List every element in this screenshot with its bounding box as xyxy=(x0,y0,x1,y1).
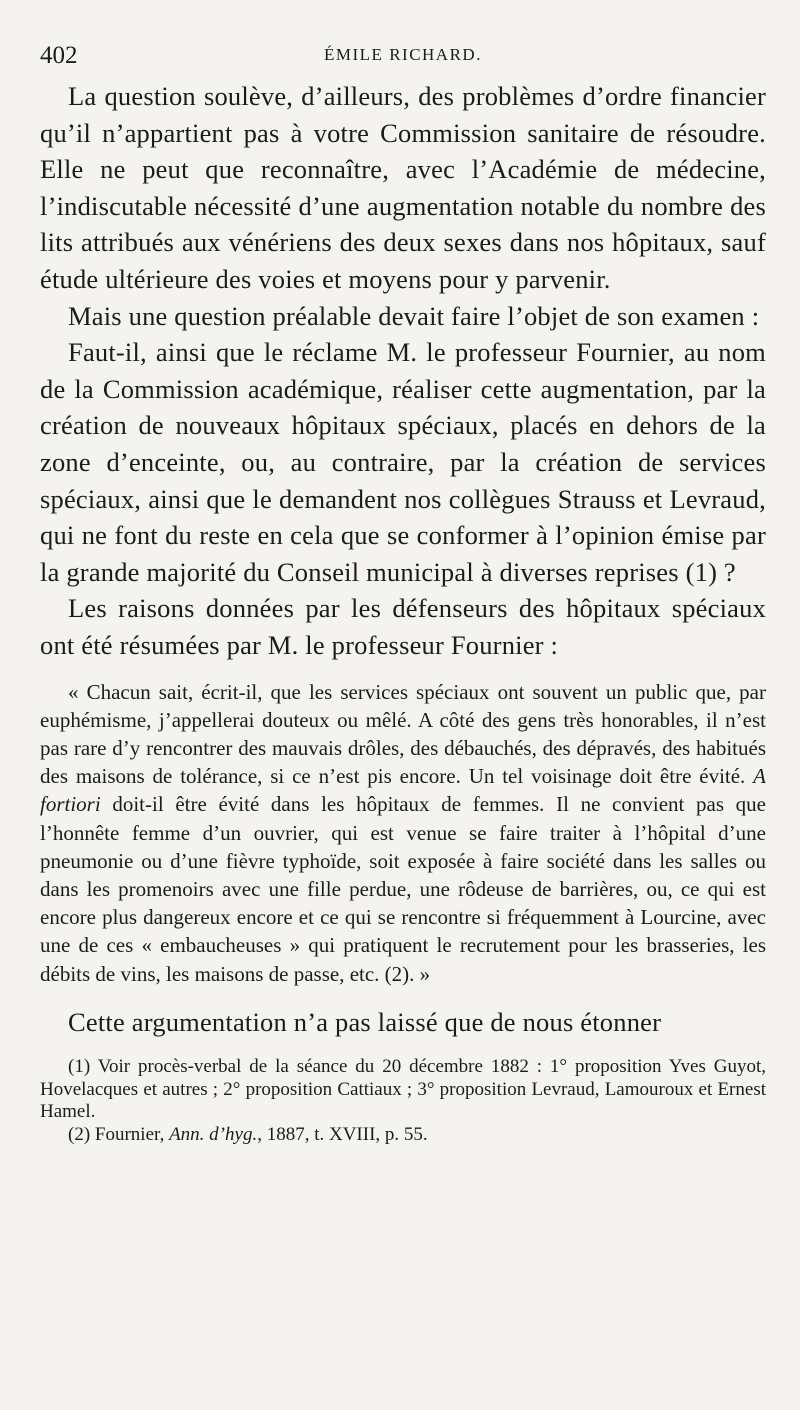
footnote-2-journal: Ann. d’hyg. xyxy=(169,1123,258,1145)
footnote-1: (1) Voir procès-verbal de la séance du 20 décembre 1882 : 1° proposition Yves Guyot, Hovelacques et autres ; 2° proposition Cattiaux ; 3° proposition Levraud, Lamouroux et Ernest Hamel. xyxy=(40,1056,766,1123)
body-text xyxy=(40,78,766,664)
quote-text-part-1: « Chacun sait, écrit-il, que les services spéciaux ont souvent un public que, par euphémisme, j’appellerai douteux ou mêlé. A côté des gens très honorables, il n’est pas rare d’y rencontrer des mauvais drôles, des débauchés, des dépravés, des habitués des maisons de tolérance, si ce n’est pis encore. Un tel voisinage doit être évité. xyxy=(40,679,766,789)
running-head xyxy=(40,38,766,78)
paragraph-1: La question soulève, d’ailleurs, des problèmes d’ordre financier qu’il n’appartient pas à votre Commission sanitaire de résoudre. Elle ne peut que reconnaître, avec l’Académie de médecine, l’indiscutable nécessité d’une augmentation notable du nombre des lits attribués aux vénériens des deux sexes dans nos hôpitaux, sauf étude ultérieure des voies et moyens pour y parvenir. xyxy=(40,81,766,294)
paragraph-5: Cette argumentation n’a pas laissé que de nous étonner xyxy=(68,1006,662,1037)
running-title: ÉMILE RICHARD. xyxy=(324,45,482,64)
quote-text-part-2: doit-il être évité dans les hôpitaux de femmes. Il ne convient pas que l’honnête femme d’un ouvrier, qui est venue se faire traiter à l’hôpital d’une pneumonie ou d’une fièvre typhoïde, soit exposée à faire société dans les salles ou dans les promenoirs avec une fille perdue, une rôdeuse de barrières, ou, ce qui est encore plus dangereux encore et ce qui se rencontre si fréquemment à Lourcine, avec une de ces « embaucheuses » qui pratiquent le recrutement pour les brasseries, les débits de vins, les maisons de passe, etc. (2). » xyxy=(40,792,766,986)
footnotes xyxy=(40,1056,766,1146)
paragraph-3: Faut-il, ainsi que le réclame M. le professeur Fournier, au nom de la Commission académique, réaliser cette augmentation, par la création de nouveaux hôpitaux spéciaux, placés en dehors de la zone d’enceinte, ou, au contraire, par la création de services spéciaux, ainsi que le demandent nos collègues Strauss et Levraud, qui ne font du reste en cela que se conformer à l’opinion émise par la grande majorité du Conseil municipal à diverses reprises (1) ? xyxy=(40,337,766,587)
page-number: 402 xyxy=(40,42,78,69)
footnote-2-author: (2) Fournier, xyxy=(68,1123,170,1145)
footnote-2 xyxy=(40,1124,766,1147)
paragraph-2: Mais une question préalable devait faire l’objet de son examen : xyxy=(68,300,760,331)
paragraph-4: Les raisons données par les défenseurs des hôpitaux spéciaux ont été résumées par M. le professeur Fournier : xyxy=(40,593,766,660)
quote-italic-phrase: A fortiori xyxy=(40,764,766,817)
quote-paragraph xyxy=(40,678,766,988)
footnote-2-reference: , 1887, t. XVIII, p. 55. xyxy=(257,1123,428,1145)
block-quote xyxy=(40,678,766,988)
body-text-continued xyxy=(40,1004,766,1041)
